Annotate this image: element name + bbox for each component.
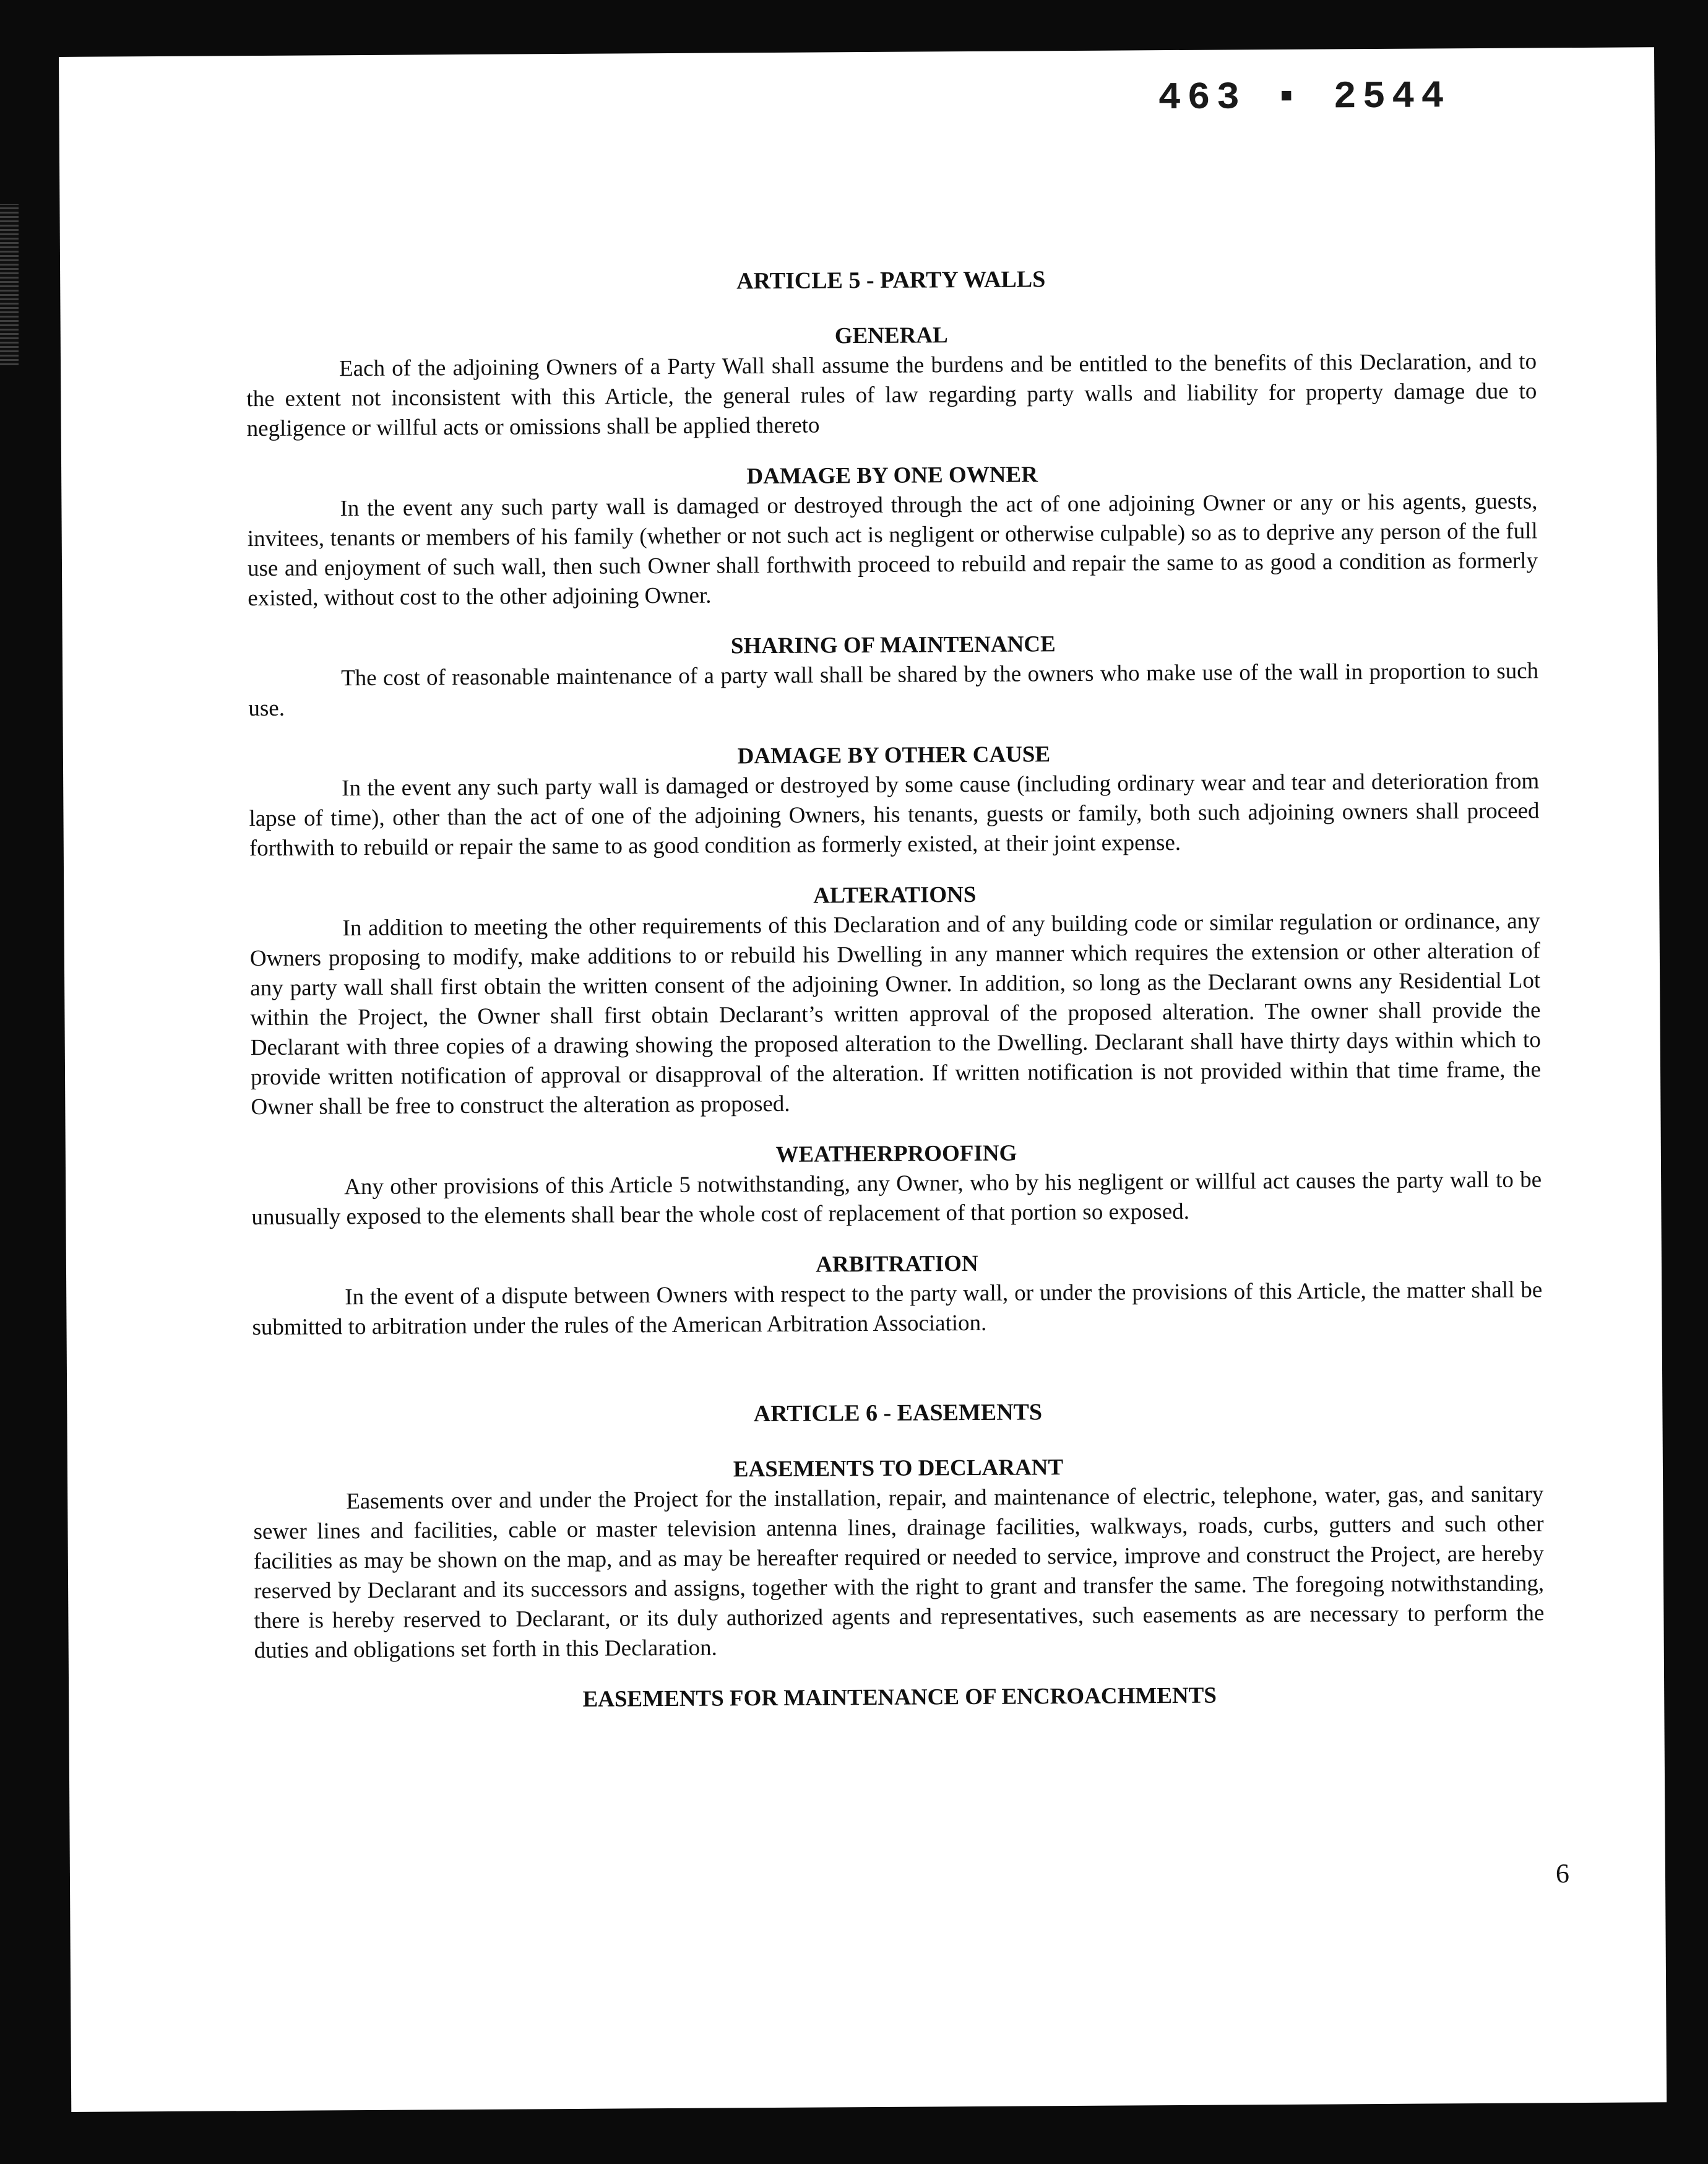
section-general bbox=[246, 317, 1537, 444]
article-title: ARTICLE 5 - PARTY WALLS bbox=[736, 266, 1046, 295]
section-easements-for-maintenance-of-encroachments bbox=[254, 1679, 1545, 1716]
section-paragraph: In the event of a dispute between Owners with respect to the party wall, or under the provisions of this Article, the matter shall be submitted to arbitration under the rules of the American Arbitration Association. bbox=[252, 1277, 1543, 1341]
section-paragraph: Each of the adjoining Owners of a Party Wall shall assume the burdens and be entitled to the benefits of this Declaration, and to the extent not inconsistent with this Article, the general rules of law regarding party walls and liability for property damage due to negligence or willful acts or omissions shall be applied thereto bbox=[246, 348, 1537, 442]
page-number: 6 bbox=[1555, 1858, 1570, 1889]
section-paragraph: Any other provisions of this Article 5 notwithstanding, any Owner, who by his negligent or willful act causes the party wall to be unusually exposed to the elements shall bear the whole cost of replacement of that portion so exposed. bbox=[251, 1167, 1542, 1231]
section-heading: DAMAGE BY OTHER CAUSE bbox=[737, 742, 1051, 769]
section-paragraph: In the event any such party wall is damaged or destroyed by some cause (including ordinary wear and tear and deterioration from lapse of time), other than the act of one of the adjoining Owners, his tenants, guests or family, both such adjoining owners shall proceed forthwith to rebuild or repair the same to as good condition as formerly existed, at their joint expense. bbox=[249, 768, 1540, 862]
section-damage-by-one-owner bbox=[247, 457, 1538, 613]
scan-border-artifact bbox=[0, 204, 19, 365]
section-damage-by-other-cause bbox=[249, 737, 1540, 863]
section-heading: EASEMENTS TO DECLARANT bbox=[733, 1455, 1064, 1482]
section-heading: DAMAGE BY ONE OWNER bbox=[746, 462, 1038, 490]
section-paragraph: In addition to meeting the other requirements of this Declaration and of any building code or similar regulation or ordinance, any Owners proposing to modify, make additions to or rebuild his Dwelling in any manner which requires the extension or other alteration of any party wall shall first obtain the written consent of the adjoining Owner. In addition, so long as the Declarant owns any Residential Lot within the Project, the Owner shall first obtain Declarant’s written approval of the proposed alteration. The owner shall provide the Declarant with three copies of a drawing showing the proposed alteration to the Dwelling. Declarant shall have thirty days within which to provide written notification of approval or disapproval of the alteration. If written notification is not provided within that time frame, the Owner shall be free to construct the alteration as proposed. bbox=[249, 908, 1542, 1120]
section-heading: WEATHERPROOFING bbox=[775, 1140, 1017, 1167]
section-heading: EASEMENTS FOR MAINTENANCE OF ENCROACHMENTS bbox=[582, 1682, 1217, 1712]
section-weatherproofing bbox=[251, 1135, 1542, 1232]
section-heading: ALTERATIONS bbox=[813, 881, 977, 909]
section-heading: SHARING OF MAINTENANCE bbox=[730, 631, 1056, 659]
section-heading: ARBITRATION bbox=[816, 1250, 978, 1278]
section-sharing-of-maintenance bbox=[248, 626, 1539, 724]
section-paragraph: In the event any such party wall is damaged or destroyed through the act of one adjoining Owner or any or his agents, guests, invitees, tenants or members of his family (whether or not such act is negligent or otherwise culpable) so as to deprive any person of the full use and enjoyment of such wall, then such Owner shall forthwith proceed to rebuild and repair the same to as good a condition as formerly existed, without cost to the other adjoining Owner. bbox=[247, 488, 1538, 612]
article-title: ARTICLE 6 - EASEMENTS bbox=[753, 1399, 1043, 1427]
section-heading: GENERAL bbox=[834, 322, 948, 349]
section-paragraph: The cost of reasonable maintenance of a party wall shall be shared by the owners who make use of the wall in proportion to such use. bbox=[248, 658, 1539, 722]
section-paragraph: Easements over and under the Project for the installation, repair, and maintenance of electric, telephone, water, gas, and sanitary sewer lines and facilities, cable or master television antenna lines, drainage facilities, walkways, roads, curbs, gutters and such other facilities as may be shown on the map, and as may be hereafter required or needed to service, improve and construct the Project, are hereby reserved by Declarant and its successors and assigns, together with the right to grant and transfer the same. The foregoing notwithstanding, there is hereby reserved to Declarant, or its duly authorized agents and representatives, such easements as are necessary to perform the duties and obligations set forth in this Declaration. bbox=[253, 1481, 1545, 1664]
section-alterations bbox=[249, 876, 1541, 1122]
document-page bbox=[59, 47, 1667, 2112]
section-easements-to-declarant bbox=[253, 1450, 1545, 1666]
page-content bbox=[246, 261, 1545, 1716]
section-arbitration bbox=[252, 1245, 1543, 1343]
document-number: 463 ▪ 2544 bbox=[1158, 74, 1451, 121]
